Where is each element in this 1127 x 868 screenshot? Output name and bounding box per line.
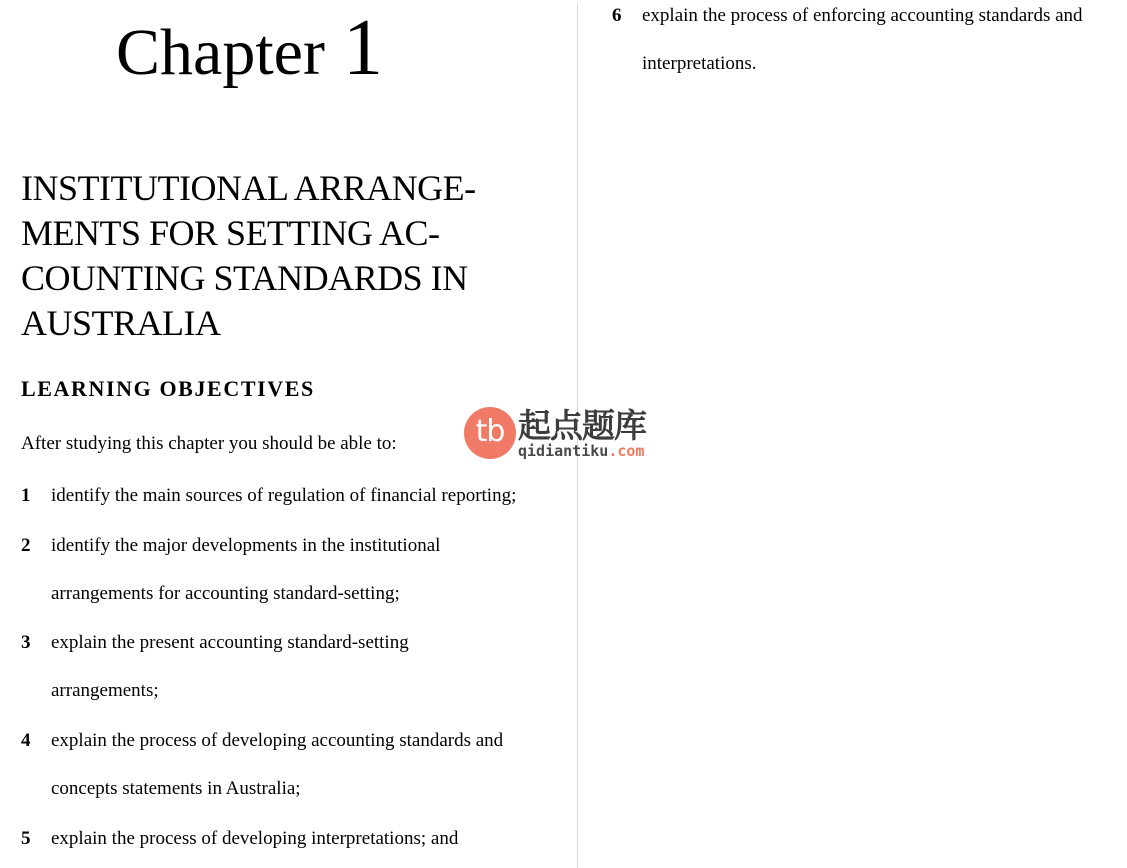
objective-number: 6 [612,5,622,26]
logo-domain-suffix: .com [608,442,645,460]
logo-domain [518,443,644,459]
objective-line: explain the present accounting standard-setting [51,632,409,653]
chapter-title-line: MENTS FOR SETTING AC- [21,213,440,253]
chapter-title-line: COUNTING STANDARDS IN [21,258,468,298]
objective-text [51,522,440,618]
logo-badge: tb [464,407,516,459]
chapter-heading [116,4,383,92]
objective-line: explain the process of enforcing accounting standards and [642,5,1083,26]
learning-objectives-intro: After studying this chapter you should be able to: [21,433,397,454]
chapter-number: 1 [342,4,383,92]
objective-text [51,815,458,863]
objective-line: identify the major developments in the institutional [51,535,441,556]
objective-line: interpretations. [642,53,757,74]
objective-line: explain the process of developing accounting standards and [51,730,504,751]
objective-text [51,619,409,715]
watermark-logo [464,407,664,463]
objective-line: explain the process of developing interpretations; and [51,828,459,849]
logo-domain-main: qidiantiku [518,442,609,460]
objective-text [642,0,1083,88]
objective-line: identify the main sources of regulation of financial reporting; [51,485,517,506]
objective-line: concepts statements in Australia; [51,778,301,799]
chapter-title-line: AUSTRALIA [21,303,221,343]
objective-number: 1 [21,485,31,506]
chapter-title [21,166,561,346]
objective-number: 5 [21,828,31,849]
objective-text [51,717,503,813]
objective-number: 4 [21,730,31,751]
objective-number: 3 [21,632,31,653]
objective-number: 2 [21,535,31,556]
objective-text [51,472,516,520]
logo-chinese-text: 起点题库 [518,406,646,445]
objective-line: arrangements for accounting standard-setting; [51,583,400,604]
objective-line: arrangements; [51,680,159,701]
learning-objectives-heading: LEARNING OBJECTIVES [21,376,315,401]
chapter-title-line: INSTITUTIONAL ARRANGE- [21,168,476,208]
chapter-word: Chapter [116,16,325,89]
